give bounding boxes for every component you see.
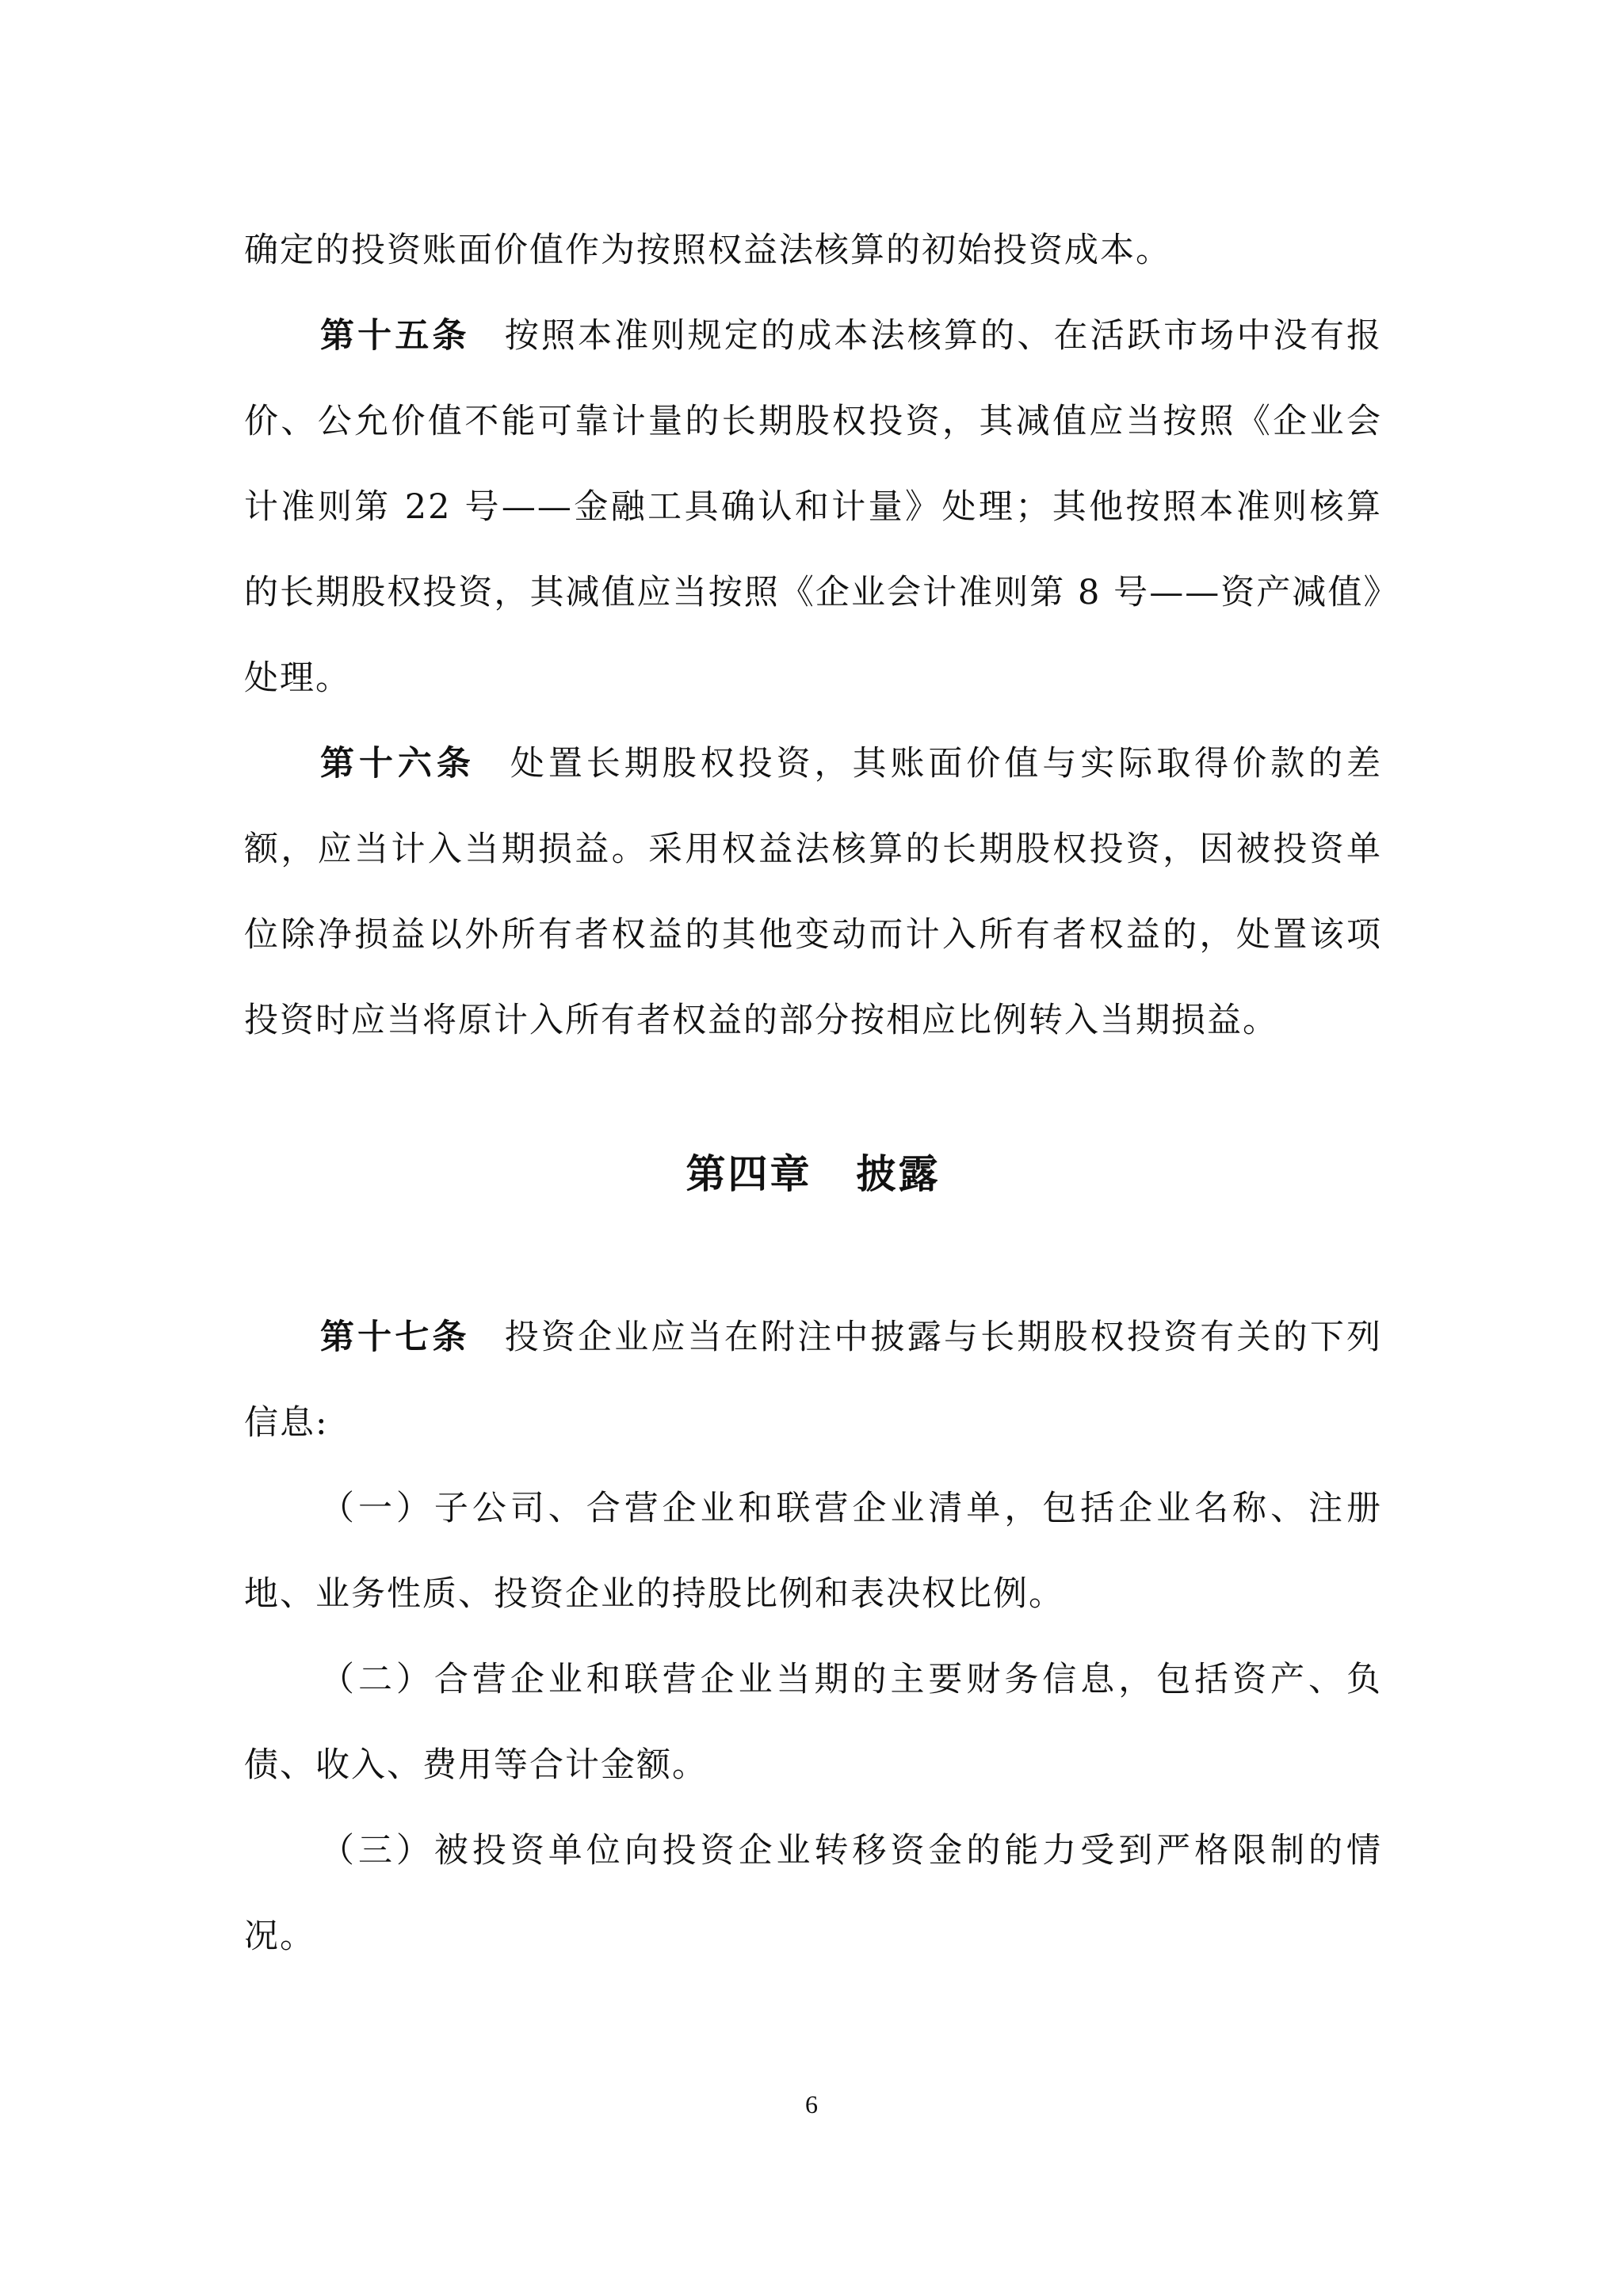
article-15-text: 按照本准则规定的成本法核算的、在活跃市场中没有报价、公允价值不能可靠计量的长期股权投资，其减值应当按照《企业会计准则第 22 号——金融工具确认和计量》处理；其他按照本准则核算的长期股权投资，其减值应当按照《企业会计准则第 8 号——资产减值》处理。 [244,316,1383,698]
page-number: 6 [805,2090,818,2119]
article-17-text: 投资企业应当在附注中披露与长期股权投资有关的下列信息: [244,1318,1383,1443]
spacer [244,1199,1382,1295]
list-item-3: （三）被投资单位向投资企业转移资金的能力受到严格限制的情况。 [244,1831,1382,1956]
list-item-1: （一）子公司、合营企业和联营企业清单，包括企业名称、注册地、业务性质、投资企业的持股比例和表决权比例。 [244,1489,1382,1614]
article-16-text: 处置长期股权投资，其账面价值与实际取得价款的差额，应当计入当期损益。采用权益法核算的长期股权投资，因被投资单位除净损益以外所有者权益的其他变动而计入所有者权益的，处置该项投资时应当将原计入所有者权益的部分按相应比例转入当期损益。 [244,744,1383,1040]
chapter-title: 披露 [856,1151,941,1197]
chapter-heading [244,1142,1382,1199]
article-15-paragraph [244,293,1382,721]
article-16-paragraph [244,721,1382,1063]
continuation-paragraph: 确定的投资账面价值作为按照权益法核算的初始投资成本。 [244,231,1171,270]
list-item-2: （二）合营企业和联营企业当期的主要财务信息，包括资产、负债、收入、费用等合计金额。 [244,1660,1382,1785]
chapter-number: 第四章 [685,1151,812,1197]
article-17-paragraph [244,1295,1382,1466]
article-15-label: 第十五条 [320,316,470,356]
article-16-label: 第十六条 [320,744,475,784]
spacer [244,1063,1382,1142]
article-17-label: 第十七条 [320,1318,470,1357]
page-body [244,208,1382,1979]
